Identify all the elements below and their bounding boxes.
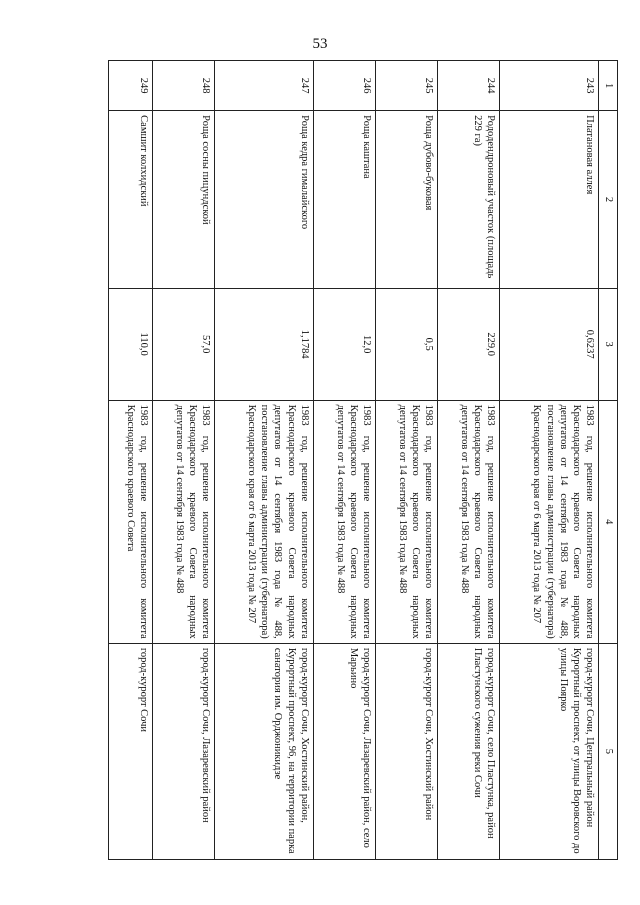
row-number: 247 bbox=[214, 61, 313, 111]
table-row bbox=[152, 61, 214, 860]
header-col-4: 4 bbox=[599, 400, 618, 643]
header-row bbox=[599, 61, 618, 860]
table-row bbox=[438, 61, 500, 860]
object-location: город-курорт Сочи, Хостинский район bbox=[375, 643, 437, 859]
object-name: Роща кедра гималайского bbox=[214, 111, 313, 289]
row-number: 246 bbox=[313, 61, 375, 111]
header-col-2: 2 bbox=[599, 111, 618, 289]
object-name: Роща сосны пицундской bbox=[152, 111, 214, 289]
object-area: 1,1784 bbox=[214, 288, 313, 400]
table-row bbox=[500, 61, 599, 860]
legal-basis: 1983 год, решение исполнительного комитета Краснодарского краевого Совета bbox=[109, 400, 153, 643]
object-name: Роща каштана bbox=[313, 111, 375, 289]
row-number: 243 bbox=[500, 61, 599, 111]
object-area: 12,0 bbox=[313, 288, 375, 400]
object-location: город-курорт Сочи, село Пластунка, район Пластунского сужения реки Сочи bbox=[438, 643, 500, 859]
row-number: 248 bbox=[152, 61, 214, 111]
legal-basis: 1983 год, решение исполнительного комитета Краснодарского краевого Совета народных депутатов от 14 сентября 1983 года № 488 bbox=[152, 400, 214, 643]
object-location: город-курорт Сочи, Центральный район Курортный проспект, от улицы Воровского до улицы Поярко bbox=[500, 643, 599, 859]
object-area: 0,5 bbox=[375, 288, 437, 400]
object-area: 0,6237 bbox=[500, 288, 599, 400]
object-area: 110,0 bbox=[109, 288, 153, 400]
row-number: 249 bbox=[109, 61, 153, 111]
object-area: 229,0 bbox=[438, 288, 500, 400]
object-name: Самшит колхидский bbox=[109, 111, 153, 289]
object-location: город-курорт Сочи, Лазаревский район bbox=[152, 643, 214, 859]
object-name: Рододендроновый участок (площадь 229 га) bbox=[438, 111, 500, 289]
legal-basis: 1983 год, решение исполнительного комитета Краснодарского краевого Совета народных депутатов от 14 сентября 1983 года № 488, постановление главы администрации (губернатора) Краснодарского края от 6 марта 2013 года № 207 bbox=[214, 400, 313, 643]
object-area: 57,0 bbox=[152, 288, 214, 400]
table-row bbox=[214, 61, 313, 860]
legal-basis: 1983 год, решение исполнительного комитета Краснодарского краевого Совета народных депутатов от 14 сентября 1983 года № 488, постановление главы администрации (губернатора) Краснодарского края от 6 марта 2013 года № 207 bbox=[500, 400, 599, 643]
table-row bbox=[375, 61, 437, 860]
row-number: 245 bbox=[375, 61, 437, 111]
rotated-table bbox=[108, 60, 618, 860]
legal-basis: 1983 год, решение исполнительного комитета Краснодарского краевого Совета народных депутатов от 14 сентября 1983 года № 488 bbox=[313, 400, 375, 643]
rotated-table-container bbox=[108, 60, 618, 860]
row-number: 244 bbox=[438, 61, 500, 111]
table-row bbox=[109, 61, 153, 860]
page-number: 53 bbox=[312, 36, 328, 52]
object-location: город-курорт Сочи bbox=[109, 643, 153, 859]
object-name: Платановая аллея bbox=[500, 111, 599, 289]
table-row bbox=[313, 61, 375, 860]
header-col-1: 1 bbox=[599, 61, 618, 111]
legal-basis: 1983 год, решение исполнительного комитета Краснодарского краевого Совета народных депутатов от 14 сентября 1983 года № 488 bbox=[375, 400, 437, 643]
object-location: город-курорт Сочи, Лазаревский район, село Марьино bbox=[313, 643, 375, 859]
object-location: город-курорт Сочи, Хостинский район, Курортный проспект, 96, на территории парка санатория им. Орджоникидзе bbox=[214, 643, 313, 859]
legal-basis: 1983 год, решение исполнительного комитета Краснодарского краевого Совета народных депутатов от 14 сентября 1983 года № 488 bbox=[438, 400, 500, 643]
register-table bbox=[108, 60, 618, 860]
object-name: Роща дубово-буковая bbox=[375, 111, 437, 289]
header-col-3: 3 bbox=[599, 288, 618, 400]
header-col-5: 5 bbox=[599, 643, 618, 859]
